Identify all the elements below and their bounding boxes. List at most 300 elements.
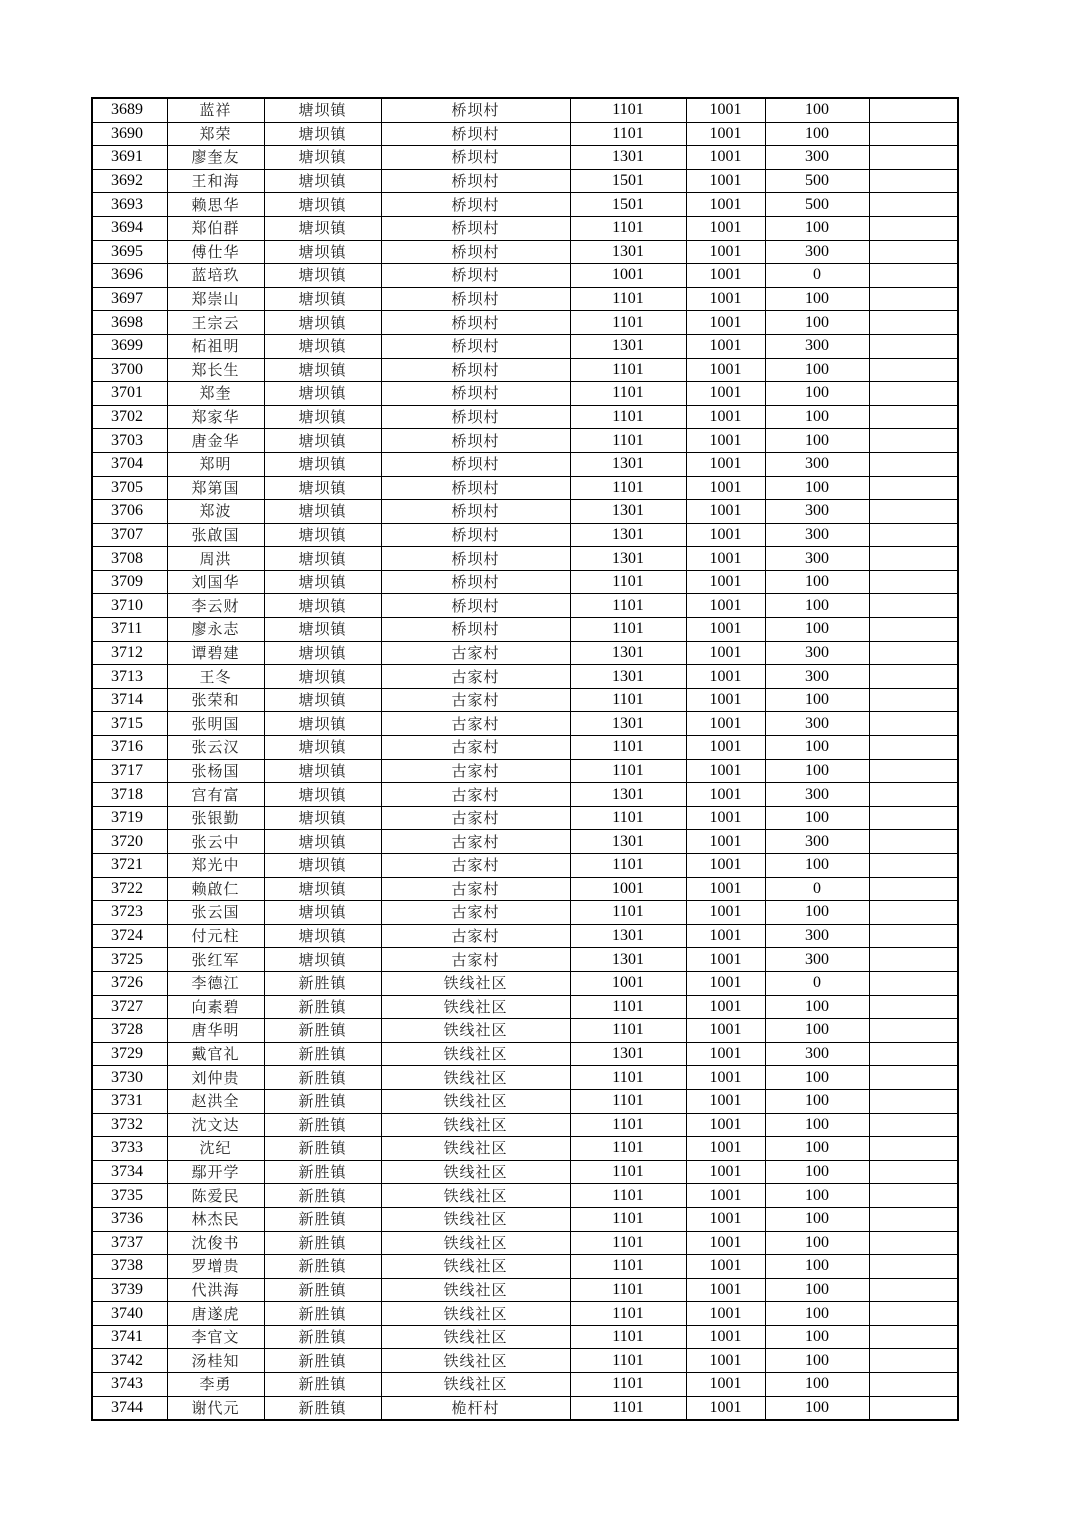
town-name: 新胜镇 <box>264 1278 381 1302</box>
table-row <box>92 452 958 476</box>
code-a: 1301 <box>570 924 686 948</box>
code-b: 1001 <box>686 570 765 594</box>
code-a: 1301 <box>570 948 686 972</box>
town-name: 新胜镇 <box>264 1373 381 1397</box>
code-a: 1301 <box>570 783 686 807</box>
row-number: 3724 <box>92 924 167 948</box>
code-b: 1001 <box>686 830 765 854</box>
person-name: 郑伯群 <box>167 216 264 240</box>
person-name: 鄢开学 <box>167 1160 264 1184</box>
person-name: 郑波 <box>167 500 264 524</box>
blank-cell <box>869 169 958 193</box>
code-b: 1001 <box>686 1184 765 1208</box>
code-a: 1301 <box>570 452 686 476</box>
code-a: 1101 <box>570 287 686 311</box>
person-name: 刘国华 <box>167 570 264 594</box>
row-number: 3723 <box>92 901 167 925</box>
code-b: 1001 <box>686 618 765 642</box>
code-b: 1001 <box>686 334 765 358</box>
person-name: 廖奎友 <box>167 146 264 170</box>
person-name: 张红军 <box>167 948 264 972</box>
code-b: 1001 <box>686 146 765 170</box>
blank-cell <box>869 405 958 429</box>
code-b: 1001 <box>686 500 765 524</box>
row-number: 3693 <box>92 193 167 217</box>
village-name: 桥坝村 <box>381 311 570 335</box>
code-a: 1101 <box>570 382 686 406</box>
town-name: 塘坝镇 <box>264 783 381 807</box>
code-a: 1301 <box>570 334 686 358</box>
code-a: 1101 <box>570 570 686 594</box>
person-name: 郑长生 <box>167 358 264 382</box>
blank-cell <box>869 1089 958 1113</box>
code-a: 1101 <box>570 1066 686 1090</box>
row-number: 3712 <box>92 641 167 665</box>
amount: 100 <box>765 759 869 783</box>
code-b: 1001 <box>686 1278 765 1302</box>
row-number: 3700 <box>92 358 167 382</box>
table-row <box>92 1042 958 1066</box>
table-row <box>92 500 958 524</box>
row-number: 3718 <box>92 783 167 807</box>
row-number: 3699 <box>92 334 167 358</box>
town-name: 塘坝镇 <box>264 476 381 500</box>
person-name: 罗增贵 <box>167 1255 264 1279</box>
amount: 100 <box>765 688 869 712</box>
code-b: 1001 <box>686 287 765 311</box>
town-name: 塘坝镇 <box>264 854 381 878</box>
village-name: 桥坝村 <box>381 264 570 288</box>
blank-cell <box>869 641 958 665</box>
table-row <box>92 216 958 240</box>
table-row <box>92 854 958 878</box>
village-name: 古家村 <box>381 854 570 878</box>
village-name: 铁线社区 <box>381 1160 570 1184</box>
code-b: 1001 <box>686 452 765 476</box>
code-a: 1101 <box>570 1137 686 1161</box>
table-row <box>92 1396 958 1420</box>
village-name: 铁线社区 <box>381 1349 570 1373</box>
town-name: 新胜镇 <box>264 1113 381 1137</box>
code-a: 1101 <box>570 1396 686 1420</box>
person-name: 林杰民 <box>167 1207 264 1231</box>
person-name: 沈俊书 <box>167 1231 264 1255</box>
code-b: 1001 <box>686 971 765 995</box>
town-name: 塘坝镇 <box>264 334 381 358</box>
amount: 100 <box>765 570 869 594</box>
town-name: 塘坝镇 <box>264 594 381 618</box>
row-number: 3713 <box>92 665 167 689</box>
blank-cell <box>869 736 958 760</box>
code-b: 1001 <box>686 1089 765 1113</box>
amount: 100 <box>765 382 869 406</box>
town-name: 新胜镇 <box>264 1137 381 1161</box>
amount: 100 <box>765 1255 869 1279</box>
blank-cell <box>869 1066 958 1090</box>
amount: 300 <box>765 240 869 264</box>
person-name: 柘祖明 <box>167 334 264 358</box>
row-number: 3716 <box>92 736 167 760</box>
code-b: 1001 <box>686 382 765 406</box>
town-name: 塘坝镇 <box>264 665 381 689</box>
code-a: 1101 <box>570 854 686 878</box>
person-name: 沈文达 <box>167 1113 264 1137</box>
table-row <box>92 334 958 358</box>
town-name: 塘坝镇 <box>264 618 381 642</box>
amount: 500 <box>765 193 869 217</box>
amount: 300 <box>765 830 869 854</box>
table-row <box>92 948 958 972</box>
person-name: 谭碧建 <box>167 641 264 665</box>
row-number: 3726 <box>92 971 167 995</box>
person-name: 郑奎 <box>167 382 264 406</box>
table-row <box>92 901 958 925</box>
code-b: 1001 <box>686 169 765 193</box>
table-row <box>92 193 958 217</box>
person-name: 李勇 <box>167 1373 264 1397</box>
row-number: 3694 <box>92 216 167 240</box>
code-b: 1001 <box>686 641 765 665</box>
row-number: 3740 <box>92 1302 167 1326</box>
row-number: 3692 <box>92 169 167 193</box>
table-row <box>92 712 958 736</box>
town-name: 塘坝镇 <box>264 98 381 122</box>
blank-cell <box>869 1278 958 1302</box>
town-name: 塘坝镇 <box>264 452 381 476</box>
village-name: 铁线社区 <box>381 1089 570 1113</box>
table-row <box>92 806 958 830</box>
blank-cell <box>869 806 958 830</box>
person-name: 唐华明 <box>167 1019 264 1043</box>
amount: 100 <box>765 358 869 382</box>
row-number: 3720 <box>92 830 167 854</box>
table-row <box>92 641 958 665</box>
amount: 100 <box>765 1113 869 1137</box>
town-name: 塘坝镇 <box>264 712 381 736</box>
amount: 100 <box>765 618 869 642</box>
village-name: 铁线社区 <box>381 995 570 1019</box>
code-b: 1001 <box>686 240 765 264</box>
code-b: 1001 <box>686 1019 765 1043</box>
table-row <box>92 405 958 429</box>
code-a: 1001 <box>570 971 686 995</box>
village-name: 桥坝村 <box>381 358 570 382</box>
table-row <box>92 1207 958 1231</box>
person-name: 张明国 <box>167 712 264 736</box>
blank-cell <box>869 594 958 618</box>
blank-cell <box>869 1184 958 1208</box>
amount: 100 <box>765 287 869 311</box>
village-name: 桥坝村 <box>381 98 570 122</box>
village-name: 桅杆村 <box>381 1396 570 1420</box>
code-b: 1001 <box>686 1325 765 1349</box>
amount: 100 <box>765 1231 869 1255</box>
amount: 100 <box>765 594 869 618</box>
row-number: 3735 <box>92 1184 167 1208</box>
amount: 300 <box>765 500 869 524</box>
person-name: 李德江 <box>167 971 264 995</box>
person-name: 郑明 <box>167 452 264 476</box>
row-number: 3736 <box>92 1207 167 1231</box>
code-a: 1101 <box>570 901 686 925</box>
code-b: 1001 <box>686 665 765 689</box>
row-number: 3730 <box>92 1066 167 1090</box>
blank-cell <box>869 547 958 571</box>
town-name: 塘坝镇 <box>264 570 381 594</box>
row-number: 3729 <box>92 1042 167 1066</box>
village-name: 古家村 <box>381 830 570 854</box>
data-table <box>91 97 959 1421</box>
town-name: 塘坝镇 <box>264 264 381 288</box>
row-number: 3715 <box>92 712 167 736</box>
code-b: 1001 <box>686 995 765 1019</box>
code-a: 1101 <box>570 995 686 1019</box>
code-b: 1001 <box>686 901 765 925</box>
town-name: 塘坝镇 <box>264 287 381 311</box>
town-name: 塘坝镇 <box>264 641 381 665</box>
code-a: 1301 <box>570 712 686 736</box>
person-name: 谢代元 <box>167 1396 264 1420</box>
village-name: 桥坝村 <box>381 193 570 217</box>
code-b: 1001 <box>686 216 765 240</box>
blank-cell <box>869 287 958 311</box>
blank-cell <box>869 1373 958 1397</box>
table-body <box>92 98 958 1420</box>
village-name: 桥坝村 <box>381 476 570 500</box>
village-name: 铁线社区 <box>381 1042 570 1066</box>
amount: 100 <box>765 995 869 1019</box>
person-name: 张云中 <box>167 830 264 854</box>
town-name: 新胜镇 <box>264 1207 381 1231</box>
blank-cell <box>869 264 958 288</box>
code-b: 1001 <box>686 429 765 453</box>
town-name: 塘坝镇 <box>264 547 381 571</box>
row-number: 3725 <box>92 948 167 972</box>
row-number: 3743 <box>92 1373 167 1397</box>
row-number: 3742 <box>92 1349 167 1373</box>
table-row <box>92 759 958 783</box>
person-name: 戴官礼 <box>167 1042 264 1066</box>
village-name: 铁线社区 <box>381 1137 570 1161</box>
amount: 100 <box>765 1019 869 1043</box>
person-name: 周洪 <box>167 547 264 571</box>
code-b: 1001 <box>686 924 765 948</box>
person-name: 蓝祥 <box>167 98 264 122</box>
code-a: 1101 <box>570 1278 686 1302</box>
person-name: 张云汉 <box>167 736 264 760</box>
code-b: 1001 <box>686 98 765 122</box>
amount: 300 <box>765 783 869 807</box>
amount: 100 <box>765 854 869 878</box>
village-name: 古家村 <box>381 948 570 972</box>
code-b: 1001 <box>686 854 765 878</box>
row-number: 3695 <box>92 240 167 264</box>
code-a: 1101 <box>570 1302 686 1326</box>
person-name: 蓝培玖 <box>167 264 264 288</box>
person-name: 郑荣 <box>167 122 264 146</box>
town-name: 新胜镇 <box>264 1349 381 1373</box>
village-name: 古家村 <box>381 759 570 783</box>
amount: 300 <box>765 948 869 972</box>
table-row <box>92 688 958 712</box>
town-name: 塘坝镇 <box>264 523 381 547</box>
amount: 300 <box>765 665 869 689</box>
amount: 100 <box>765 1278 869 1302</box>
person-name: 张杨国 <box>167 759 264 783</box>
amount: 100 <box>765 901 869 925</box>
town-name: 塘坝镇 <box>264 500 381 524</box>
table-row <box>92 358 958 382</box>
person-name: 李官文 <box>167 1325 264 1349</box>
table-row <box>92 169 958 193</box>
blank-cell <box>869 1349 958 1373</box>
code-b: 1001 <box>686 1207 765 1231</box>
person-name: 唐遂虎 <box>167 1302 264 1326</box>
row-number: 3707 <box>92 523 167 547</box>
code-a: 1101 <box>570 1207 686 1231</box>
blank-cell <box>869 618 958 642</box>
amount: 0 <box>765 877 869 901</box>
code-b: 1001 <box>686 1231 765 1255</box>
row-number: 3734 <box>92 1160 167 1184</box>
row-number: 3739 <box>92 1278 167 1302</box>
blank-cell <box>869 1302 958 1326</box>
code-a: 1101 <box>570 216 686 240</box>
village-name: 铁线社区 <box>381 1231 570 1255</box>
table-row <box>92 1231 958 1255</box>
village-name: 铁线社区 <box>381 1373 570 1397</box>
code-b: 1001 <box>686 1066 765 1090</box>
code-a: 1101 <box>570 759 686 783</box>
code-a: 1101 <box>570 429 686 453</box>
table-row <box>92 594 958 618</box>
blank-cell <box>869 1160 958 1184</box>
village-name: 古家村 <box>381 736 570 760</box>
code-b: 1001 <box>686 759 765 783</box>
village-name: 古家村 <box>381 665 570 689</box>
code-b: 1001 <box>686 1302 765 1326</box>
person-name: 张银勤 <box>167 806 264 830</box>
row-number: 3721 <box>92 854 167 878</box>
code-a: 1001 <box>570 264 686 288</box>
row-number: 3737 <box>92 1231 167 1255</box>
person-name: 郑光中 <box>167 854 264 878</box>
blank-cell <box>869 98 958 122</box>
town-name: 塘坝镇 <box>264 311 381 335</box>
town-name: 塘坝镇 <box>264 122 381 146</box>
code-a: 1301 <box>570 500 686 524</box>
blank-cell <box>869 995 958 1019</box>
table-row <box>92 1255 958 1279</box>
code-a: 1101 <box>570 618 686 642</box>
village-name: 古家村 <box>381 877 570 901</box>
blank-cell <box>869 712 958 736</box>
code-a: 1101 <box>570 1113 686 1137</box>
town-name: 塘坝镇 <box>264 901 381 925</box>
village-name: 古家村 <box>381 901 570 925</box>
table-row <box>92 1302 958 1326</box>
town-name: 塘坝镇 <box>264 382 381 406</box>
blank-cell <box>869 570 958 594</box>
town-name: 新胜镇 <box>264 1066 381 1090</box>
village-name: 桥坝村 <box>381 405 570 429</box>
amount: 100 <box>765 1325 869 1349</box>
code-b: 1001 <box>686 806 765 830</box>
row-number: 3690 <box>92 122 167 146</box>
blank-cell <box>869 146 958 170</box>
code-a: 1101 <box>570 1373 686 1397</box>
town-name: 新胜镇 <box>264 1396 381 1420</box>
table-row <box>92 98 958 122</box>
town-name: 塘坝镇 <box>264 429 381 453</box>
village-name: 古家村 <box>381 688 570 712</box>
code-b: 1001 <box>686 1113 765 1137</box>
code-a: 1301 <box>570 665 686 689</box>
village-name: 铁线社区 <box>381 1278 570 1302</box>
town-name: 塘坝镇 <box>264 216 381 240</box>
code-a: 1101 <box>570 1019 686 1043</box>
town-name: 新胜镇 <box>264 1325 381 1349</box>
row-number: 3697 <box>92 287 167 311</box>
row-number: 3711 <box>92 618 167 642</box>
code-b: 1001 <box>686 712 765 736</box>
village-name: 铁线社区 <box>381 971 570 995</box>
table-row <box>92 665 958 689</box>
table-row <box>92 1113 958 1137</box>
table-row <box>92 877 958 901</box>
blank-cell <box>869 216 958 240</box>
row-number: 3706 <box>92 500 167 524</box>
amount: 100 <box>765 122 869 146</box>
town-name: 新胜镇 <box>264 995 381 1019</box>
town-name: 塘坝镇 <box>264 169 381 193</box>
village-name: 铁线社区 <box>381 1066 570 1090</box>
amount: 300 <box>765 452 869 476</box>
code-b: 1001 <box>686 783 765 807</box>
table-row <box>92 1373 958 1397</box>
blank-cell <box>869 452 958 476</box>
village-name: 桥坝村 <box>381 618 570 642</box>
code-a: 1301 <box>570 240 686 264</box>
row-number: 3741 <box>92 1325 167 1349</box>
blank-cell <box>869 1231 958 1255</box>
code-a: 1101 <box>570 1160 686 1184</box>
amount: 300 <box>765 1042 869 1066</box>
amount: 300 <box>765 146 869 170</box>
table-row <box>92 1349 958 1373</box>
row-number: 3731 <box>92 1089 167 1113</box>
blank-cell <box>869 523 958 547</box>
row-number: 3717 <box>92 759 167 783</box>
code-a: 1501 <box>570 193 686 217</box>
code-a: 1101 <box>570 1184 686 1208</box>
code-a: 1301 <box>570 830 686 854</box>
blank-cell <box>869 1019 958 1043</box>
row-number: 3733 <box>92 1137 167 1161</box>
table-row <box>92 1066 958 1090</box>
row-number: 3691 <box>92 146 167 170</box>
table-row <box>92 924 958 948</box>
blank-cell <box>869 429 958 453</box>
village-name: 古家村 <box>381 783 570 807</box>
amount: 300 <box>765 334 869 358</box>
town-name: 塘坝镇 <box>264 924 381 948</box>
code-a: 1101 <box>570 1231 686 1255</box>
row-number: 3708 <box>92 547 167 571</box>
amount: 100 <box>765 1137 869 1161</box>
village-name: 铁线社区 <box>381 1113 570 1137</box>
town-name: 新胜镇 <box>264 1184 381 1208</box>
